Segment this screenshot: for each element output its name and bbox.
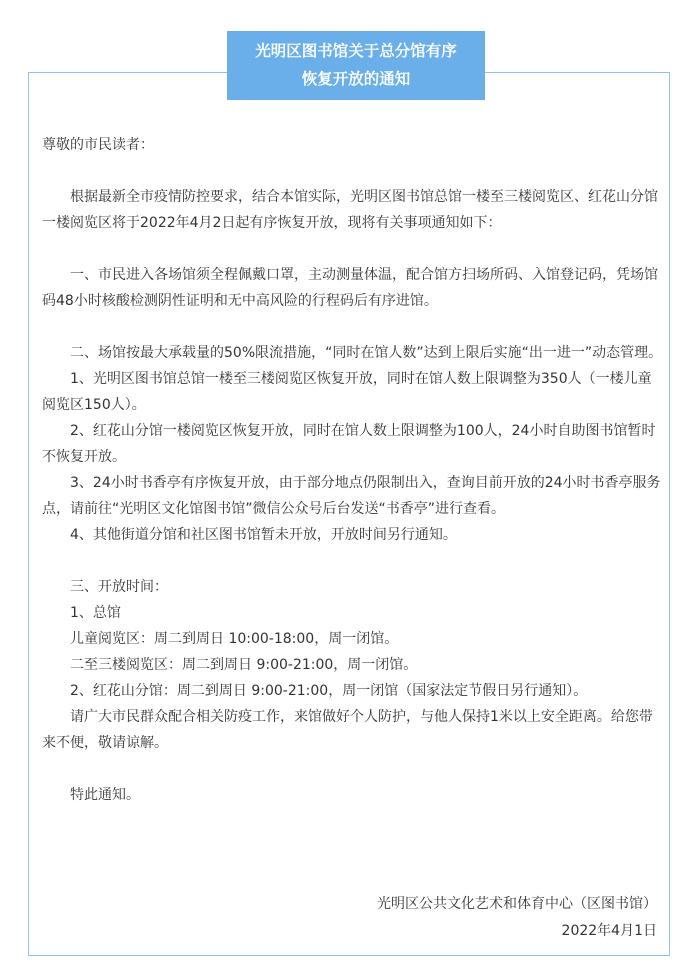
branch-hours: 2、红花山分馆：周二到周日 9:00-21:00，周一闭馆（国家法定节假日另行通知）。 [70, 683, 588, 699]
main-library-label: 1、总馆 [70, 605, 121, 621]
section-2-heading: 二、场馆按最大承载量的50%限流措施，“同时在馆人数”达到上限后实施“出一进一”动态管理。 [70, 345, 663, 361]
signature-date: 2022年4月1日 [561, 923, 657, 939]
section-1-paragraph: 一、市民进入各场馆须全程佩戴口罩，主动测量体温，配合馆方扫场所码、入馆登记码，凭场馆码48小时核酸检测阴性证明和无中高风险的行程码后有序进馆。 [42, 267, 658, 309]
section-3-heading: 三、开放时间： [70, 579, 168, 595]
section-2-item-4: 4、其他街道分馆和社区图书馆暂未开放，开放时间另行通知。 [70, 527, 457, 543]
title-line-1: 光明区图书馆关于总分馆有序 [255, 42, 457, 60]
notice-body [42, 132, 664, 808]
section-2-item-1: 1、光明区图书馆总馆一楼至三楼阅览区恢复开放，同时在馆人数上限调整为350人（一楼儿童阅览区150人）。 [42, 371, 652, 413]
title-line-2: 恢复开放的通知 [301, 70, 411, 88]
greeting: 尊敬的市民读者： [42, 137, 154, 153]
reminder-paragraph: 请广大市民群众配合相关防疫工作，来馆做好个人防护，与他人保持1米以上安全距离。给您带来不便，敬请谅解。 [42, 709, 653, 751]
floors-hours: 二至三楼阅览区：周二到周日 9:00-21:00，周一闭馆。 [70, 657, 418, 673]
signature-org: 光明区公共文化艺术和体育中心（区图书馆） [377, 896, 657, 912]
notice-title [227, 31, 485, 100]
section-2-item-2: 2、红花山分馆一楼阅览区恢复开放，同时在馆人数上限调整为100人，24小时自助图书馆暂时不恢复开放。 [42, 423, 656, 465]
section-2-item-3: 3、24小时书香亭有序恢复开放，由于部分地点仍限制出入，查询目前开放的24小时书香亭服务点，请前往“光明区文化馆图书馆”微信公众号后台发送“书香亭”进行查看。 [42, 475, 661, 517]
children-hours: 儿童阅览区：周二到周日 10:00-18:00，周一闭馆。 [70, 631, 399, 647]
closing-line: 特此通知。 [70, 787, 140, 803]
intro-paragraph: 根据最新全市疫情防控要求，结合本馆实际，光明区图书馆总馆一楼至三楼阅览区、红花山分馆一楼阅览区将于2022年4月2日起有序恢复开放，现将有关事项通知如下： [42, 189, 658, 231]
